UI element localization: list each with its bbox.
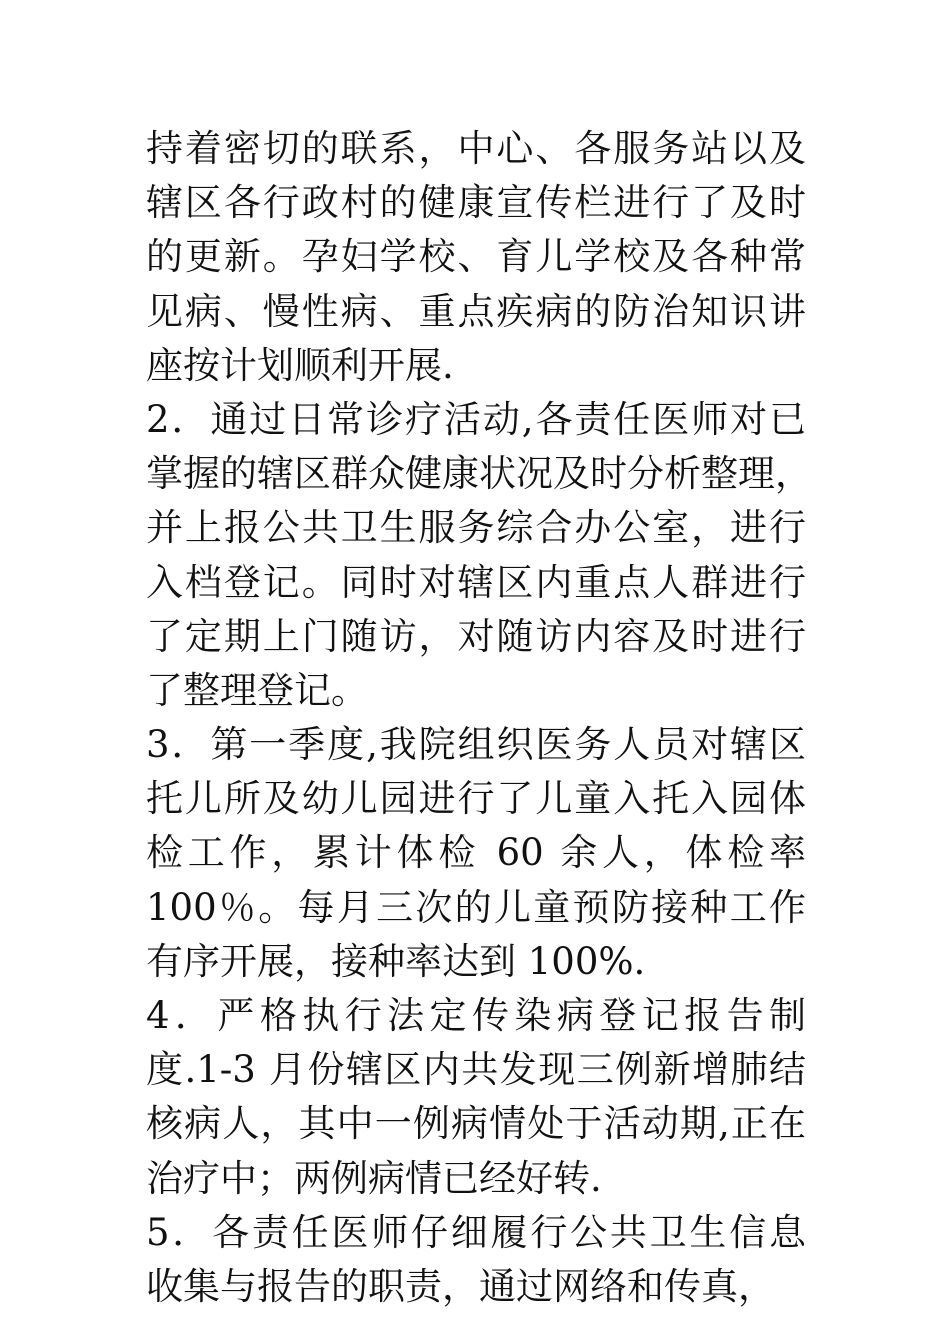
text-line: 度.1-3 月份辖区内共发现三例新增肺结 [146,1048,806,1092]
body-text [146,122,812,1314]
text-line: 治疗中；两例病情已经好转. [146,1156,602,1200]
text-line: 100％。每月三次的儿童预防接种工作 [146,885,806,929]
text-line: 掌握的辖区群众健康状况及时分析整理， [146,452,812,496]
text-line: 检工作，累计体检 60 余人，体检率 [146,831,806,875]
text-line: 5．各责任医师仔细履行公共卫生信息 [146,1210,806,1254]
text-line: 2．通过日常诊疗活动,各责任医师对已 [146,397,806,441]
text-line: 有序开展，接种率达到 100%. [146,939,646,983]
text-line: 持着密切的联系，中心、各服务站以及 [146,127,806,170]
text-line: 3．第一季度,我院组织医务人员对辖区 [146,723,806,767]
text-line: 座按计划顺利开展. [146,343,454,387]
text-line: 的更新。孕妇学校、育儿学校及各种常 [146,235,806,279]
text-line: 收集与报告的职责，通过网络和传真， [146,1264,775,1308]
text-line: 见病、慢性病、重点疾病的防治知识讲 [146,289,806,333]
text-line: 核病人，其中一例病情处于活动期,正在 [146,1102,806,1146]
text-line: 了整理登记。 [146,668,368,712]
text-line: 辖区各行政村的健康宣传栏进行了及时 [146,181,806,225]
text-line: 并上报公共卫生服务综合办公室，进行 [146,506,806,550]
text-line: 4．严格执行法定传染病登记报告制 [146,994,806,1037]
text-line: 了定期上门随访，对随访内容及时进行 [146,614,806,658]
text-line: 托儿所及幼儿园进行了儿童入托入园体 [146,777,806,821]
text-line: 入档登记。同时对辖区内重点人群进行 [146,560,806,604]
